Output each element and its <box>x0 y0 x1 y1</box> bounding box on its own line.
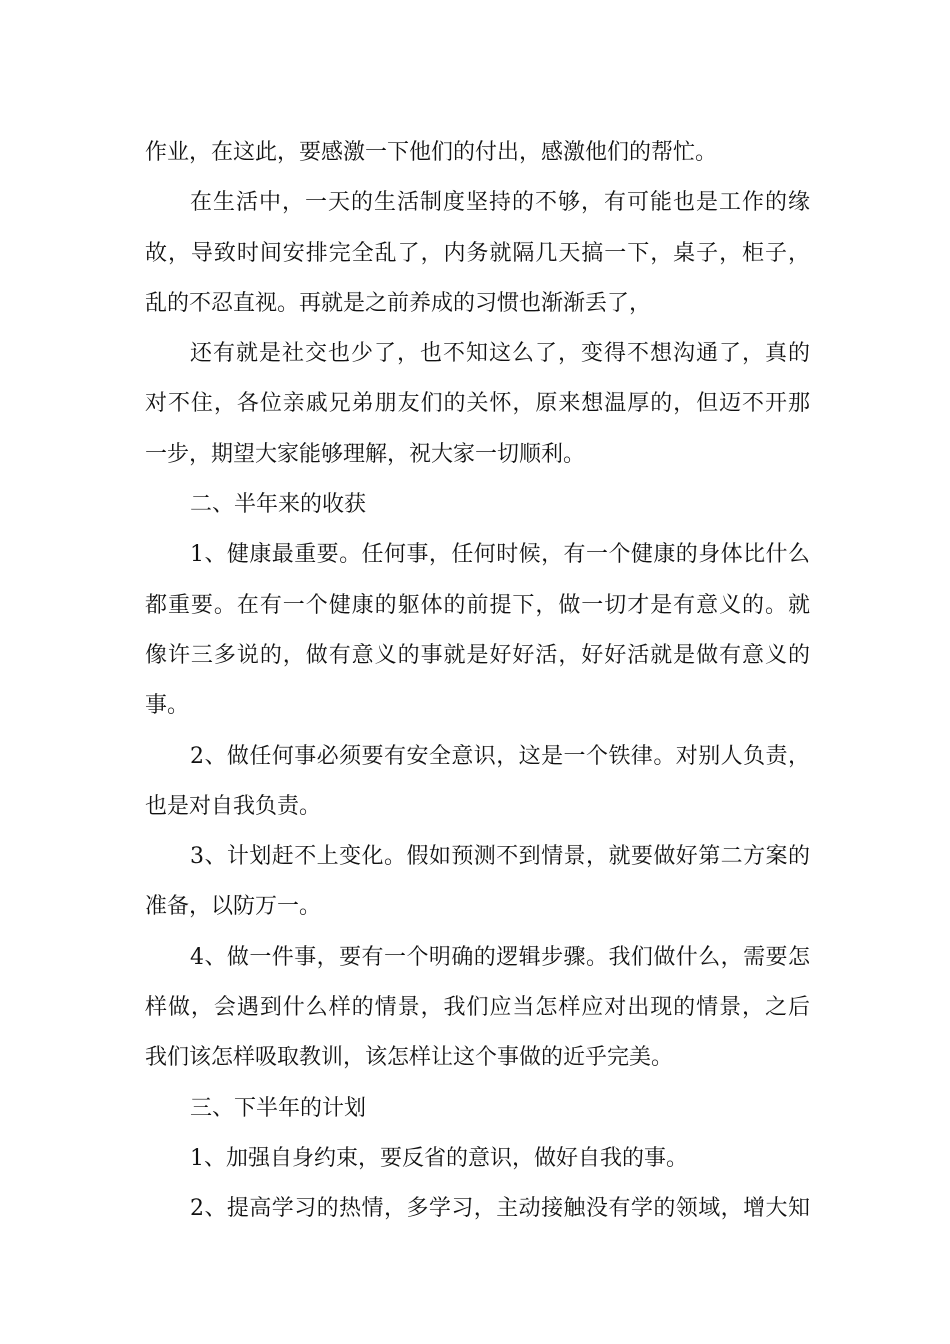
text-line: 2、做任何事必须要有安全意识，这是一个铁律。对别人负责， <box>190 743 810 769</box>
text-line: 在生活中，一天的生活制度坚持的不够，有可能也是工作的缘 <box>190 190 810 216</box>
text-line: 3、计划赶不上变化。假如预测不到情景，就要做好第二方案的 <box>190 844 810 870</box>
text-line: 故，导致时间安排完全乱了，内务就隔几天搞一下，桌子，柜子， <box>145 240 810 266</box>
text-line: 准备，以防万一。 <box>145 894 322 920</box>
text-line: 对不住，各位亲戚兄弟朋友们的关怀，原来想温厚的，但迈不开那 <box>145 391 810 417</box>
text-line: 我们该怎样吸取教训，该怎样让这个事做的近乎完美。 <box>145 1045 674 1071</box>
text-line: 样做，会遇到什么样的情景，我们应当怎样应对出现的情景，之后 <box>145 995 810 1021</box>
text-line: 2、提高学习的热情，多学习，主动接触没有学的领域，增大知 <box>190 1196 810 1222</box>
text-line: 事。 <box>145 693 190 719</box>
text-line: 一步，期望大家能够理解，祝大家一切顺利。 <box>145 441 586 467</box>
text-line: 还有就是社交也少了，也不知这么了，变得不想沟通了，真的 <box>190 341 810 367</box>
section-heading: 二、半年来的收获 <box>190 492 367 518</box>
section-heading: 三、下半年的计划 <box>190 1095 367 1121</box>
text-line: 1、加强自身约束，要反省的意识，做好自我的事。 <box>190 1145 688 1171</box>
text-line: 像许三多说的，做有意义的事就是好好活，好好活就是做有意义的 <box>145 642 810 668</box>
text-line: 乱的不忍直视。再就是之前养成的习惯也渐渐丢了， <box>145 290 652 316</box>
text-line: 作业，在这此，要感激一下他们的付出，感激他们的帮忙。 <box>145 140 718 165</box>
text-line: 1、健康最重要。任何事，任何时候，有一个健康的身体比什么 <box>190 542 810 568</box>
document-body <box>145 128 810 1235</box>
text-line: 都重要。在有一个健康的躯体的前提下，做一切才是有意义的。就 <box>145 592 810 618</box>
text-line: 4、做一件事，要有一个明确的逻辑步骤。我们做什么，需要怎 <box>190 944 810 970</box>
text-line: 也是对自我负责。 <box>145 793 322 819</box>
